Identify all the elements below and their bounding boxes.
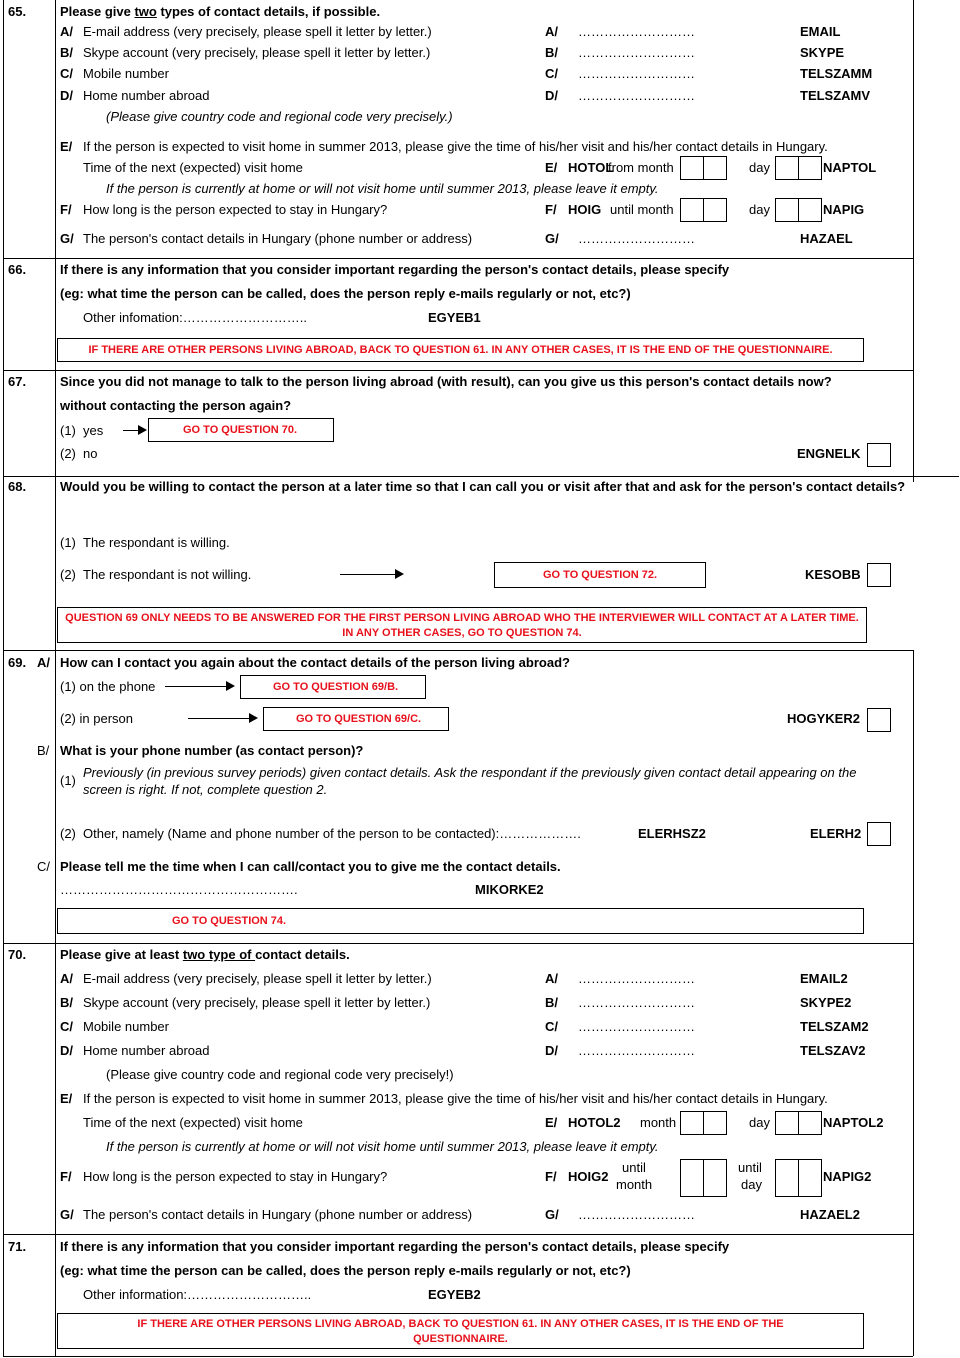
question-subtitle: Please tell me the time when I can call/contact you to give me the contact details. (60, 859, 561, 874)
option-code: (2) (60, 446, 76, 461)
variable-name: EMAIL2 (800, 971, 848, 986)
goto-text: GO TO QUESTION 74. (172, 915, 287, 927)
question-number: 65. (8, 4, 27, 19)
instruction-text: QUESTION 69 ONLY NEEDS TO BE ANSWERED FOR THE FIRST PERSON LIVING ABROAD WHO THE INTERVIEWER WILL CONTACT AT A LATER TIME. (65, 612, 859, 624)
item-letter: A/ (60, 971, 73, 986)
instruction-note: (Please give country code and regional code very precisely!) (106, 1067, 454, 1082)
arrow-right-icon (340, 574, 402, 575)
question-title: How can I contact you again about the contact details of the person living abroad? (60, 655, 570, 670)
answer-field-other-info[interactable]: Other infomation:……………………….. (83, 310, 307, 325)
table-right-border-bottom (913, 650, 914, 1356)
month-digit-box[interactable] (680, 156, 704, 180)
field-label: until (622, 1160, 646, 1175)
month-digit-box[interactable] (680, 198, 704, 222)
question-number: 69. (8, 655, 27, 670)
arrow-right-icon (123, 430, 145, 431)
option-code: (1) (60, 535, 76, 550)
question-title: Would you be willing to contact the person at a later time so that I can call you or visit after that and ask for the person's contact details? (60, 479, 906, 494)
question-subtitle: (eg: what time the person can be called, does the person reply e-mails regularly or not, etc?) (60, 1263, 631, 1278)
day-digit-box[interactable] (775, 156, 799, 180)
question-title: If there is any information that you consider important regarding the person's contact details, please specify (60, 262, 730, 277)
row-divider-71 (3, 1234, 913, 1235)
question-subtitle: (eg: what time the person can be called, does the person reply e-mails regularly or not, etc?) (60, 286, 631, 301)
day-digit-box[interactable] (798, 198, 822, 222)
table-left-border (3, 0, 4, 1356)
instruction-text: IN ANY OTHER CASES, GO TO QUESTION 74. (342, 627, 582, 639)
item-label-skype: Skype account (very precisely, please spell it letter by letter.) (83, 995, 431, 1010)
code-letter: C/ (545, 1019, 558, 1034)
item-label-mobile: Mobile number (83, 66, 169, 81)
option-code: (2) (60, 826, 76, 841)
item-letter: A/ (37, 655, 50, 670)
table-right-border-top (913, 0, 914, 482)
item-label-hungary-contact: The person's contact details in Hungary (phone number or address) (83, 231, 473, 246)
row-divider-67 (3, 370, 913, 371)
code-letter: A/ (545, 24, 558, 39)
variable-name: HOGYKER2 (787, 711, 860, 726)
variable-name: TELSZAMV (800, 88, 871, 103)
question-number: 71. (8, 1239, 27, 1254)
option-code: (1) (60, 773, 76, 788)
row-divider-66 (3, 258, 913, 259)
day-digit-box[interactable] (798, 1159, 822, 1197)
answer-field-skype[interactable]: ……………………… (578, 995, 695, 1010)
goto-box (57, 908, 864, 934)
field-label: until (738, 1160, 762, 1175)
question-subtitle: What is your phone number (as contact person)? (60, 743, 364, 758)
variable-name: NAPTOL2 (823, 1115, 884, 1130)
field-label: month (616, 1177, 653, 1192)
goto-box (263, 707, 449, 731)
variable-name: EGYEB1 (428, 310, 481, 325)
instruction-note: If the person is currently at home or will not visit home until summer 2013, please leave it empty. (106, 1139, 659, 1154)
question-number: 66. (8, 262, 27, 277)
day-digit-box[interactable] (775, 1159, 799, 1197)
variable-name: NAPTOL (823, 160, 877, 175)
answer-field-other-info[interactable]: Other information:……………………….. (83, 1287, 312, 1302)
instruction-text: IF THERE ARE OTHER PERSONS LIVING ABROAD, BACK TO QUESTION 61. IN ANY OTHER CASES, IT IS THE END OF THE QUESTIONNAIRE. (88, 344, 833, 356)
field-label: month (640, 1115, 677, 1130)
item-letter: B/ (60, 45, 73, 60)
instruction-note: If the person is currently at home or will not visit home until summer 2013, please leave it empty. (106, 181, 659, 196)
item-letter: B/ (60, 995, 73, 1010)
instruction-note: (Please give country code and regional code very precisely.) (106, 109, 453, 124)
item-label-mobile: Mobile number (83, 1019, 169, 1034)
answer-field-email[interactable]: ……………………… (578, 24, 695, 39)
goto-box (494, 562, 706, 588)
question-title: Since you did not manage to talk to the person living abroad (with result), can you give us this person's contact details now? (60, 374, 832, 389)
code-letter: E/ (545, 160, 558, 175)
option-on-the-phone[interactable]: (1) on the phone (60, 679, 156, 694)
answer-field-hungary-contact[interactable]: ……………………… (578, 1207, 695, 1222)
item-label-email: E-mail address (very precisely, please spell it letter by letter.) (83, 971, 432, 986)
instruction-box (57, 607, 867, 643)
variable-name: ELERHSZ2 (638, 826, 706, 841)
row-divider-70 (3, 943, 913, 944)
variable-name: KESOBB (805, 567, 861, 582)
code-letter: D/ (545, 1043, 558, 1058)
table-number-column-divider (55, 0, 56, 1356)
variable-name: HAZAEL (800, 231, 853, 246)
option-no[interactable]: no (83, 446, 98, 461)
day-digit-box[interactable] (798, 156, 822, 180)
code-letter: A/ (545, 971, 558, 986)
item-label-home-number: Home number abroad (83, 88, 210, 103)
item-label-visit: If the person is expected to visit home in summer 2013, please give the time of his/her visit and his/her contact details in Hungary. (83, 139, 828, 154)
instruction-box (57, 338, 864, 362)
month-digit-box[interactable] (703, 198, 727, 222)
variable-name: HOIG2 (568, 1169, 609, 1184)
code-letter: B/ (545, 45, 558, 60)
variable-name: NAPIG2 (823, 1169, 872, 1184)
goto-text: GO TO QUESTION 70. (183, 424, 298, 436)
goto-box (240, 675, 426, 699)
month-digit-box[interactable] (703, 156, 727, 180)
month-digit-box[interactable] (680, 1159, 704, 1197)
code-letter: C/ (545, 66, 558, 81)
month-digit-box[interactable] (680, 1111, 704, 1135)
item-letter: D/ (60, 88, 73, 103)
answer-field-hungary-contact[interactable]: ……………………… (578, 231, 695, 246)
variable-name: ELERH2 (810, 826, 862, 841)
day-digit-box[interactable] (798, 1111, 822, 1135)
code-letter: E/ (545, 1115, 558, 1130)
item-label-skype: Skype account (very precisely, please spell it letter by letter.) (83, 45, 431, 60)
item-letter: D/ (60, 1043, 73, 1058)
month-digit-box[interactable] (703, 1159, 727, 1197)
option-code: (1) (60, 423, 76, 438)
question-title: Please give two types of contact details, if possible. (60, 4, 381, 19)
answer-field-mobile[interactable]: ……………………… (578, 66, 695, 81)
answer-field-contact-time[interactable]: ………………………………………………. (60, 882, 298, 897)
field-label: day (749, 202, 770, 217)
field-label: from month (608, 160, 674, 175)
variable-name: TELSZAMM (800, 66, 873, 81)
question-subtitle: without contacting the person again? (60, 398, 292, 413)
item-label-visit: If the person is expected to visit home in summer 2013, please give the time of his/her visit and his/her contact details in Hungary. (83, 1091, 828, 1106)
question-title: Please give at least two type of contact details. (60, 947, 350, 962)
variable-name: EMAIL (800, 24, 841, 39)
item-letter: B/ (37, 743, 50, 758)
goto-text: GO TO QUESTION 72. (543, 569, 658, 581)
goto-text: GO TO QUESTION 69/B. (273, 681, 399, 693)
field-label: day (749, 1115, 770, 1130)
option-in-person[interactable]: (2) in person (60, 711, 133, 726)
arrow-right-icon (188, 718, 256, 719)
visit-sub-label: Time of the next (expected) visit home (83, 160, 303, 175)
question-number: 68. (8, 479, 27, 494)
answer-code-box[interactable] (867, 443, 891, 467)
variable-name: HOTOL2 (568, 1115, 621, 1130)
variable-name: HOIG (568, 202, 602, 217)
variable-name: MIKORKE2 (475, 882, 544, 897)
item-letter: E/ (60, 1091, 73, 1106)
answer-field-skype[interactable]: ……………………… (578, 45, 695, 60)
field-label: until month (610, 202, 674, 217)
field-label: day (749, 160, 770, 175)
item-letter: C/ (37, 859, 50, 874)
answer-field-home-number[interactable]: ……………………… (578, 88, 695, 103)
variable-name: SKYPE2 (800, 995, 852, 1010)
answer-field-email[interactable]: ……………………… (578, 971, 695, 986)
instruction-text: QUESTIONNAIRE. (413, 1333, 508, 1345)
item-label-hungary-contact: The person's contact details in Hungary (phone number or address) (83, 1207, 473, 1222)
row-divider-68 (3, 476, 959, 477)
question-number: 67. (8, 374, 27, 389)
visit-sub-label: Time of the next (expected) visit home (83, 1115, 303, 1130)
variable-name: NAPIG (823, 202, 865, 217)
answer-code-box[interactable] (867, 563, 891, 587)
table-bottom-border (3, 1356, 913, 1357)
code-letter: B/ (545, 995, 558, 1010)
code-letter: G/ (545, 231, 559, 246)
day-digit-box[interactable] (775, 1111, 799, 1135)
day-digit-box[interactable] (775, 198, 799, 222)
variable-name: EGYEB2 (428, 1287, 481, 1302)
item-letter: C/ (60, 66, 73, 81)
instruction-text: IF THERE ARE OTHER PERSONS LIVING ABROAD, BACK TO QUESTION 61. IN ANY OTHER CASES, IT IS THE END OF THE (137, 1318, 784, 1330)
instruction-box (57, 1313, 864, 1349)
answer-field-mobile[interactable]: ……………………… (578, 1019, 695, 1034)
item-letter: C/ (60, 1019, 73, 1034)
item-label-home-number: Home number abroad (83, 1043, 210, 1058)
question-title: If there is any information that you consider important regarding the person's contact details, please specify (60, 1239, 730, 1254)
field-label: day (741, 1177, 762, 1192)
month-digit-box[interactable] (703, 1111, 727, 1135)
option-not-willing[interactable]: The respondant is not willing. (83, 567, 252, 582)
variable-name: HAZAEL2 (800, 1207, 860, 1222)
item-letter: A/ (60, 24, 73, 39)
option-previous-details-cont: screen is right. If not, complete question 2. (83, 782, 328, 797)
goto-box (148, 418, 334, 442)
variable-name: HOTOL (568, 160, 614, 175)
question-number: 70. (8, 947, 27, 962)
item-label-stay: How long is the person expected to stay in Hungary? (83, 1169, 388, 1184)
option-code: (2) (60, 567, 76, 582)
row-divider-69 (3, 650, 913, 651)
variable-name: TELSZAV2 (800, 1043, 866, 1058)
code-letter: G/ (545, 1207, 559, 1222)
option-yes[interactable]: yes (83, 423, 104, 438)
option-willing[interactable]: The respondant is willing. (83, 535, 230, 550)
item-label-stay: How long is the person expected to stay in Hungary? (83, 202, 388, 217)
arrow-right-icon (165, 686, 233, 687)
answer-code-box[interactable] (867, 708, 891, 732)
item-letter: G/ (60, 231, 74, 246)
item-letter: F/ (60, 202, 72, 217)
item-letter: G/ (60, 1207, 74, 1222)
code-letter: D/ (545, 88, 558, 103)
item-letter: F/ (60, 1169, 72, 1184)
variable-name: TELSZAM2 (800, 1019, 869, 1034)
code-letter: F/ (545, 202, 557, 217)
variable-name: SKYPE (800, 45, 845, 60)
code-letter: F/ (545, 1169, 557, 1184)
answer-code-box[interactable] (867, 822, 891, 846)
option-previous-details[interactable]: Previously (in previous survey periods) given contact details. Ask the respondant if the previously given contact detail appearing on the (83, 765, 857, 780)
item-letter: E/ (60, 139, 73, 154)
variable-name: ENGNELK (797, 446, 861, 461)
item-label-email: E-mail address (very precisely, please spell it letter by letter.) (83, 24, 432, 39)
answer-field-other-contact[interactable]: Other, namely (Name and phone number of the person to be contacted):………………. (83, 826, 581, 841)
goto-text: GO TO QUESTION 69/C. (296, 713, 422, 725)
answer-field-home-number[interactable]: ……………………… (578, 1043, 695, 1058)
